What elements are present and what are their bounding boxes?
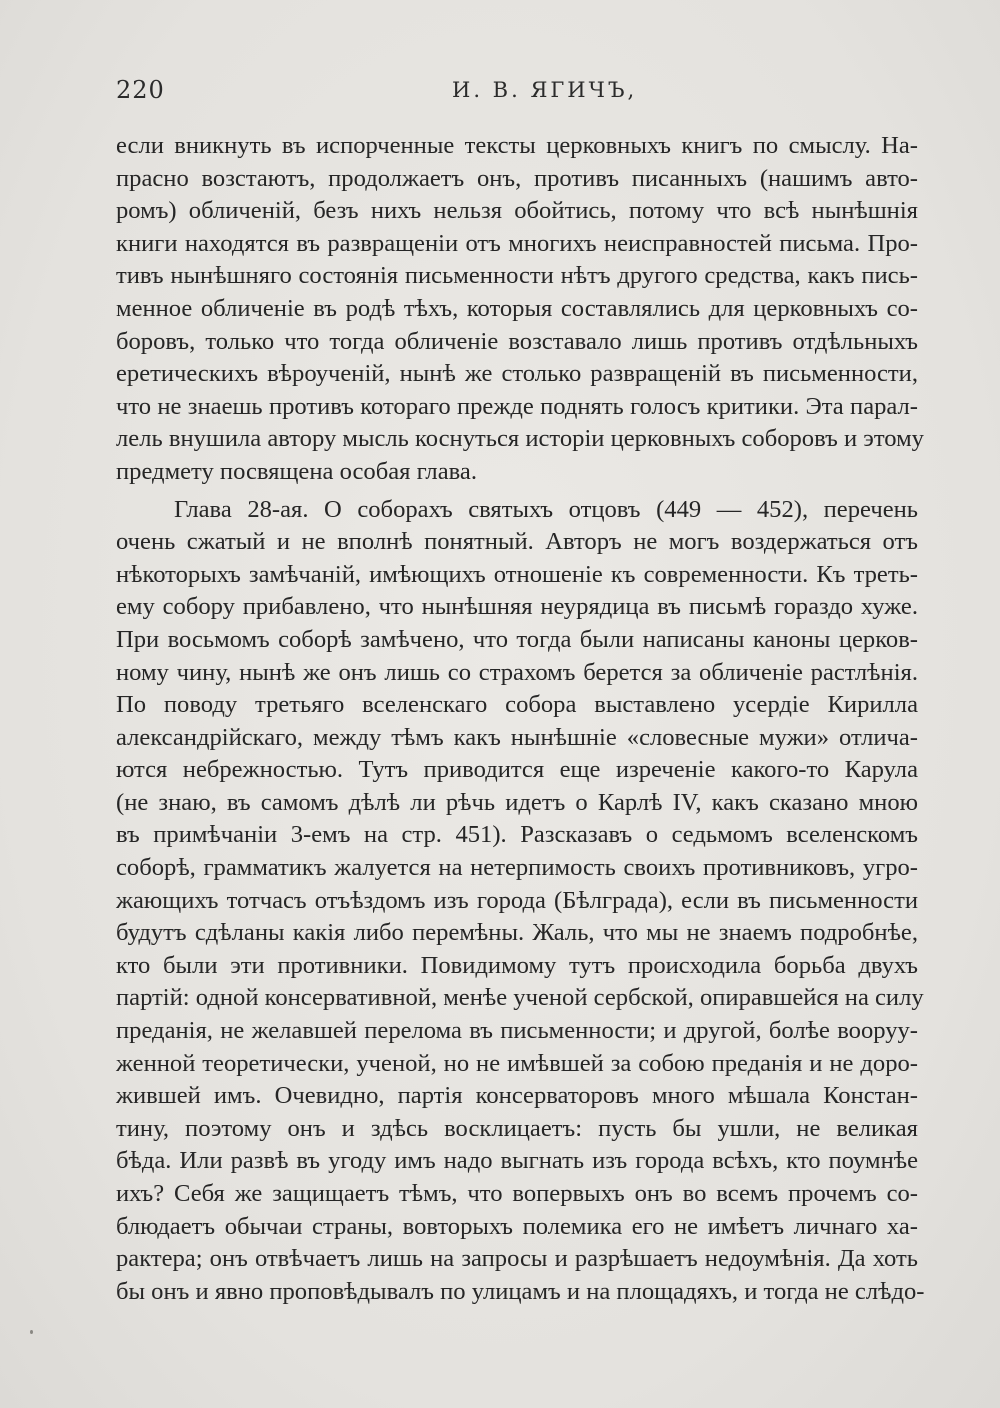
running-head: И. В. ЯГИЧЪ,: [452, 78, 638, 102]
text-line: будутъ сдѣланы какія либо перемѣны. Жаль, что мы не знаемъ подробнѣе,: [116, 919, 918, 947]
text-line: Глава 28-ая. О соборахъ святыхъ отцовъ (449 — 452), перечень: [174, 495, 918, 523]
text-line: предмету посвящена особая глава.: [116, 457, 477, 485]
text-line: бѣда. Или развѣ въ угоду имъ надо выгнать изъ города всѣхъ, кто поумнѣе: [116, 1147, 918, 1175]
text-line: рактера; онъ отвѣчаетъ лишь на запросы и разрѣшаетъ недоумѣнія. Да хоть: [116, 1245, 918, 1273]
paragraph: [116, 130, 924, 489]
text-line: соборѣ, грамматикъ жалуется на нетерпимость своихъ противниковъ, угро-: [116, 854, 918, 882]
text-line: ному чину, нынѣ же онъ лишь со страхомъ берется за обличеніе растлѣнія.: [116, 658, 918, 686]
text-line: жившей имъ. Очевидно, партія консерваторовъ много мѣшала Констан-: [116, 1082, 918, 1110]
text-line: очень сжатый и не вполнѣ понятный. Авторъ не могъ воздержаться отъ: [116, 528, 918, 556]
text-line: книги находятся въ развращеніи отъ многихъ неисправностей письма. Про-: [116, 229, 918, 257]
text-line: ются небрежностью. Тутъ приводится еще изреченіе какого-то Карула: [116, 756, 918, 784]
text-line: лель внушила автору мысль коснуться исторіи церковныхъ соборовъ и этому: [116, 425, 924, 453]
text-line: нѣкоторыхъ замѣчаній, имѣющихъ отношеніе къ современности. Къ треть-: [116, 560, 918, 588]
paper-speck: [30, 1330, 33, 1334]
text-line: менное обличеніе въ родѣ тѣхъ, которыя составлялись для церковныхъ со-: [116, 294, 918, 322]
body-text: [116, 130, 925, 1308]
text-line: преданія, не желавшей перелома въ письменности; и другой, болѣе вооруу-: [116, 1017, 918, 1045]
text-line: что не знаешь противъ котораго прежде поднять голосъ критики. Эта парал-: [116, 392, 918, 420]
text-line: партій: одной консервативной, менѣе ученой сербской, опиравшейся на силу: [116, 984, 924, 1012]
text-line: (не знаю, въ самомъ дѣлѣ ли рѣчь идетъ о Карлѣ IV, какъ сказано мною: [116, 788, 918, 816]
text-line: ихъ? Себя же защищаетъ тѣмъ, что вопервыхъ онъ во всемъ прочемъ со-: [116, 1180, 918, 1207]
text-line: александрійскаго, между тѣмъ какъ нынѣшніе «словесные мужи» отлича-: [116, 723, 918, 751]
text-line: боровъ, только что тогда обличеніе возставало лишь противъ отдѣльныхъ: [116, 327, 918, 355]
text-line: если вникнуть въ испорченные тексты церковныхъ книгъ по смыслу. На-: [116, 132, 918, 159]
text-line: блюдаетъ обычаи страны, вовторыхъ полемика его не имѣетъ личнаго ха-: [116, 1212, 918, 1240]
text-line: еретическихъ вѣроученій, нынѣ же столько развращеній въ письменности,: [116, 360, 918, 388]
page-number: 220: [116, 76, 165, 104]
text-line: жающихъ тотчасъ отъѣздомъ изъ города (Бѣлграда), если въ письменности: [116, 886, 918, 914]
text-line: женной теоретически, ученой, но не имѣвшей за собою преданія и не доро-: [116, 1049, 918, 1077]
paragraph: [116, 494, 925, 1309]
text-line: тину, поэтому онъ и здѣсь восклицаетъ: пусть бы ушли, не великая: [116, 1114, 918, 1142]
text-line: прасно возстаютъ, продолжаетъ онъ, противъ писанныхъ (нашимъ авто-: [116, 164, 918, 192]
text-line: При восьмомъ соборѣ замѣчено, что тогда были написаны каноны церков-: [116, 625, 918, 653]
text-line: бы онъ и явно проповѣдывалъ по улицамъ и на площадяхъ, и тогда не слѣдо-: [116, 1277, 925, 1305]
text-line: кто были эти противники. Повидимому тутъ происходила борьба двухъ: [116, 951, 918, 979]
text-line: По поводу третьяго вселенскаго собора выставлено усердіе Кирилла: [116, 691, 918, 719]
text-line: ромъ) обличеній, безъ нихъ нельзя обойтись, потому что всѣ нынѣшнія: [116, 197, 918, 225]
text-line: въ примѣчаніи 3-емъ на стр. 451). Разсказавъ о седьмомъ вселенскомъ: [116, 821, 918, 849]
text-line: тивъ нынѣшняго состоянія письменности нѣтъ другого средства, какъ пись-: [116, 262, 918, 290]
text-line: ему собору прибавлено, что нынѣшняя неурядица въ письмѣ гораздо хуже.: [116, 593, 918, 621]
page-header: [116, 76, 916, 108]
